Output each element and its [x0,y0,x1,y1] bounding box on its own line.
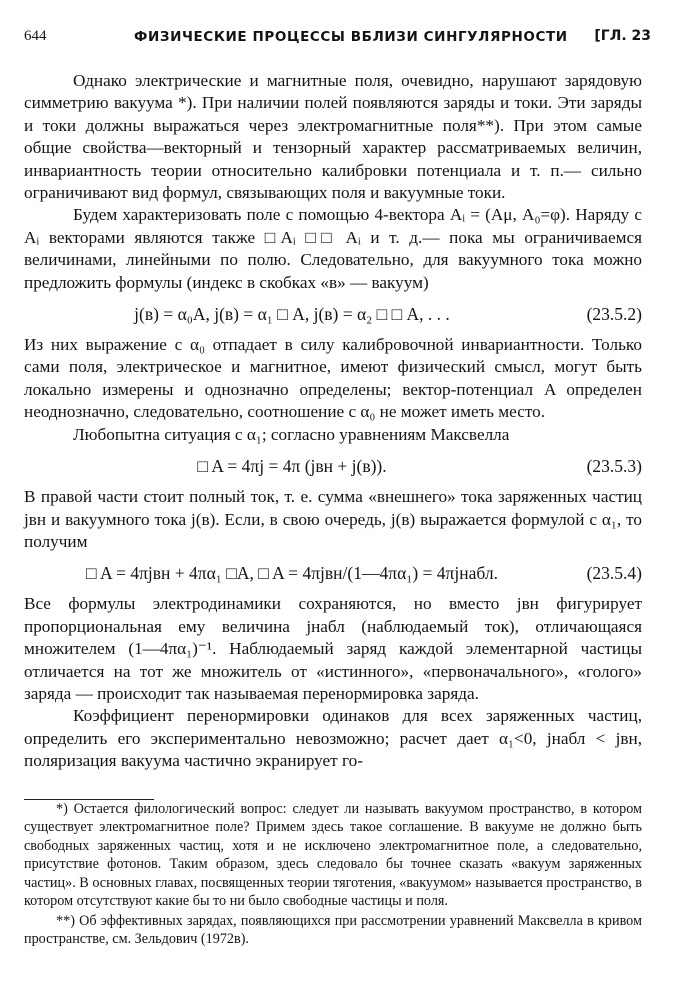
equation-number: (23.5.4) [586,563,642,584]
running-title: ФИЗИЧЕСКИЕ ПРОЦЕССЫ ВБЛИЗИ СИНГУЛЯРНОСТИ [134,29,568,45]
footnote-2: **) Об эффективных зарядах, появляющихся при рассмотрении уравнений Максвелла в кривом пространстве, см. Зельдович (1972в). [24,912,642,948]
main-text [24,70,642,949]
paragraph-1: Однако электрические и магнитные поля, очевидно, нарушают зарядовую симметрию вакуума *). При наличии полей появляются заряды и токи. Эти заряды и токи должны выражаться через электромагнитные поля**). При этом самые общие свойства—векторный и тензорный характер рассматриваемых величин, инвариантность теории относительно калибровки потенциала и т. п.— сильно ограничивают вид формул, связывающих поля и вакуумные токи. [24,71,642,203]
paragraph-4: Любопытна ситуация с α₁; согласно уравнениям Максвелла [73,424,510,444]
page-header [24,28,651,50]
equation-formula: □ A = 4πj = 4π (jвн + j(в)). [197,456,387,477]
equation-formula: j(в) = α₀A, j(в) = α₁ □ A, j(в) = α₂ □ □ A, . . . [134,304,450,325]
paragraph-2: Будем характеризовать поле с помощью 4-вектора Aᵢ = (Aμ, A₀=φ). Наряду с Aᵢ векторами являются также □Aᵢ □□ Aᵢ и т. д.— пока мы ограничиваемся величинами, линейными по полю. Следовательно, для вакуумного тока можно предложить формулы (индекс в скобках «в» — вакуум) [24,205,642,292]
equation-number: (23.5.2) [586,304,642,325]
paragraph-6: Все формулы электродинамики сохраняются, но вместо jвн фигурирует пропорциональная ему величина jнабл (наблюдаемый ток), отличающаяся множителем (1—4πα₁)⁻¹. Наблюдаемый заряд каждой элементарной частицы отличается на тот же множитель от «истинного», «первоначального», «голого» заряда — происходит так называемая перенормировка заряда. [24,594,642,703]
paragraph-3: Из них выражение с α₀ отпадает в силу калибровочной инвариантности. Только сами поля, электрическое и магнитное, имеют физический смысл, могут быть локально измерены и однозначно определены; вектор-потенциал A определен неоднозначно, следовательно, соотношение с α₀ не может иметь место. [24,335,642,422]
paragraph-7: Коэффициент перенормировки одинаков для всех заряженных частиц, определить его экспериментально невозможно; расчет дает α₁<0, jнабл < jвн, поляризация вакуума частично экранирует го- [24,706,642,771]
equation-23-5-3 [24,446,642,486]
equation-23-5-2 [24,294,642,334]
equation-23-5-4 [24,553,642,593]
page-number: 644 [24,28,47,44]
footnote-1: *) Остается филологический вопрос: следует ли называть вакуумом пространство, в котором существует электромагнитное поле? Примем здесь такое соглашение. В вакууме не должно быть свободных заряженных частиц, хотя и не исключено электромагнитное поле, а следовательно, присутствие фотонов. Таким образом, здесь следовало бы точнее сказать «вакуум заряженных частиц». В основных главах, посвященных теории тяготения, «вакуумом» называется пространство, в котором отсутствуют какие бы то ни было свободные частицы и поля. [24,800,642,910]
chapter-label: [ГЛ. 23 [594,28,651,44]
equation-formula: □ A = 4πjвн + 4πα₁ □A, □ A = 4πjвн/(1—4πα₁) = 4πjнабл. [86,563,498,584]
equation-number: (23.5.3) [586,456,642,477]
paragraph-5: В правой части стоит полный ток, т. е. сумма «внешнего» тока заряженных частиц jвн и вакуумного тока j(в). Если, в свою очередь, j(в) выражается формулой с α₁, то получим [24,487,642,551]
